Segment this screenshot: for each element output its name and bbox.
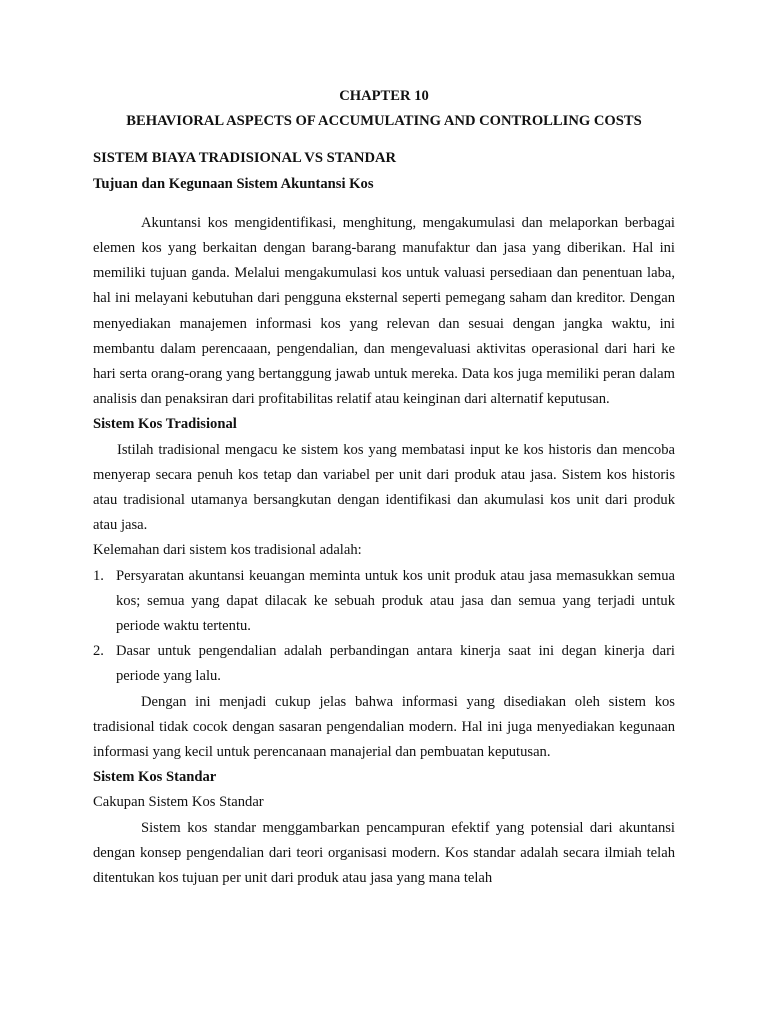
- chapter-title: BEHAVIORAL ASPECTS OF ACCUMULATING AND CONTROLLING COSTS: [126, 113, 642, 130]
- chapter-number: CHAPTER 10: [339, 88, 429, 104]
- paragraph-cost-accounting: Akuntansi kos mengidentifikasi, menghitung, mengakumulasi dan melaporkan berbagai elemen kos yang berkaitan dengan barang-barang manufaktur dan jasa yang diberikan. Hal ini memiliki tujuan ganda. Melalui mengakumulasi kos untuk valuasi persediaan dan penentuan laba, hal ini melayani kebutuhan dari pengguna eksternal seperti pemegang saham dan kreditor. Dengan menyediakan manajemen informasi kos yang relevan dan sesuai dengan jangka waktu, ini membantu dalam perencaaan, pengendalian, dan mengevaluasi aktivitas operasional dari hari ke hari serta orang-orang yang bertanggung jawab untuk mereka. Data kos juga memiliki peran dalam analisis dan penaksiran dari profitabilitas relatif atau keinginan dari alternatif keputusan.: [93, 214, 675, 408]
- list-item-number: 1.: [93, 567, 104, 584]
- list-item-number: 2.: [93, 643, 104, 660]
- list-item: [93, 564, 675, 640]
- list-item-text: Dasar untuk pengendalian adalah perbandingan antara kinerja saat ini degan kinerja dari periode yang lalu.: [116, 643, 675, 685]
- subheading-scope: Cakupan Sistem Kos Standar: [93, 794, 264, 811]
- paragraph-standard: Sistem kos standar menggambarkan pencampuran efektif yang potensial dari akuntansi dengan konsep pengendalian dari teori organisasi modern. Kos standar adalah secara ilmiah telah ditentukan kos tujuan per unit dari produk atau jasa yang mana telah: [93, 819, 675, 887]
- list-item: [93, 639, 675, 689]
- list-item-text: Persyaratan akuntansi keuangan meminta untuk kos unit produk atau jasa memasukkan semua kos; semua yang dapat dilacak ke sebuah produk atau jasa dan semua yang terjadi untuk periode waktu tertentu.: [116, 567, 675, 635]
- section-heading-traditional: Sistem Kos Tradisional: [93, 416, 237, 433]
- paragraph-traditional: Istilah tradisional mengacu ke sistem kos yang membatasi input ke kos historis dan mencoba menyerap secara penuh kos tetap dan variabel per unit dari produk atau jasa. Sistem kos historis atau tradisional utamanya bersangkutan dengan identifikasi dan akumulasi kos unit dari produk atau jasa.: [93, 441, 675, 534]
- section-heading-standard: Sistem Kos Standar: [93, 769, 217, 786]
- list-intro: Kelemahan dari sistem kos tradisional adalah:: [93, 542, 362, 559]
- weakness-list: [93, 564, 675, 690]
- subheading-purpose: Tujuan dan Kegunaan Sistem Akuntansi Kos: [93, 175, 374, 192]
- document-page: [93, 84, 675, 891]
- paragraph-closing: Dengan ini menjadi cukup jelas bahwa informasi yang disediakan oleh sistem kos tradisional tidak cocok dengan sasaran pengendalian modern. Hal ini juga menyediakan kegunaan informasi yang kecil untuk perencanaan manajerial dan pembuatan keputusan.: [93, 693, 675, 761]
- section-heading-traditional-vs-standard: SISTEM BIAYA TRADISIONAL VS STANDAR: [93, 150, 397, 167]
